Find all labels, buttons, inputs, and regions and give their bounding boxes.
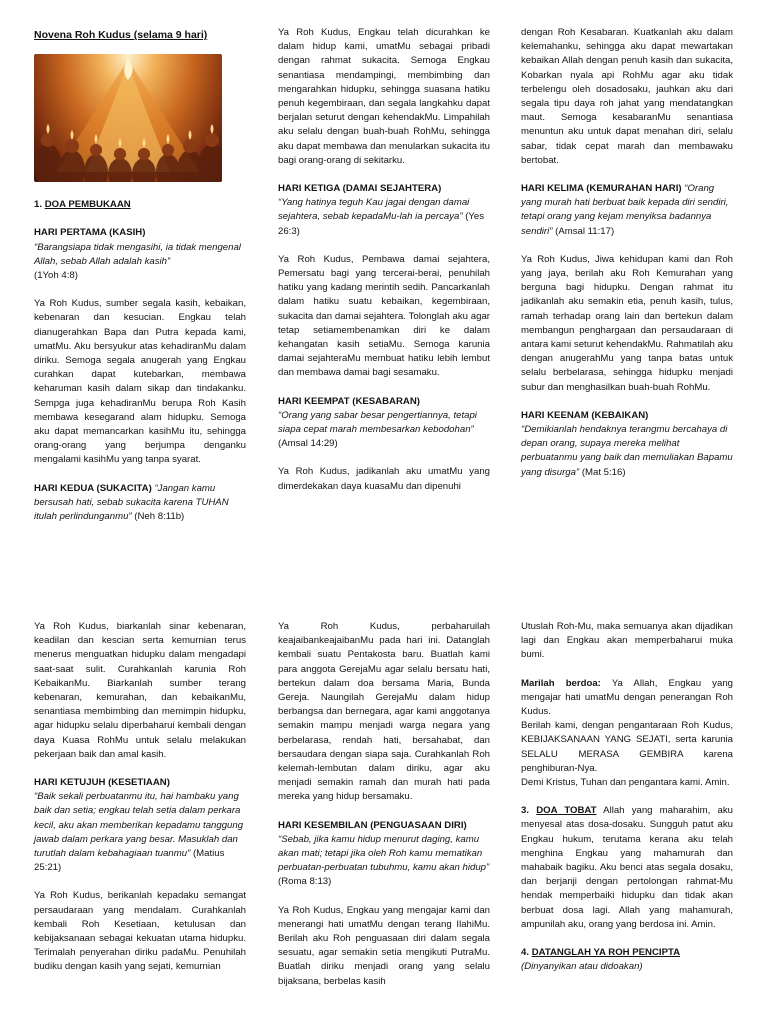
hari-keempat-prayer: Ya Roh Kudus, jadikanlah aku umatMu yang dimerdekakan daya kuasaMu dan dipenuhi	[278, 466, 490, 492]
doa-tobat: 3. DOA TOBAT Allah yang maharahim, aku menyesal atas dosa-dosaku. Sungguh patut aku Engkau hukum, terutama kerana aku telah menghina Engkau yang mahamurah dan mahabaik bagiku. Aku benci atas segala dosaku, dan berjanji dengan pertolongan rahmat-Mu hendak memperbaiki hidupku dan tidak akan berbuat dosa lagi. Allah yang mahamurah, ampunilah aku, orang yang berdosa ini. Amin.	[521, 805, 733, 930]
hari-keempat-heading: HARI KEEMPAT (KESABARAN)	[278, 395, 420, 407]
hari-keempat-prayer-cont: dengan Roh Kesabaran. Kuatkanlah aku dalam kelemahanku, sehingga aku dapat mewartakan kebaikan Allah dengan penuh kasih dan sukacita, Kobarkan nyala api RohMu agar aku tidak terbelengu oleh dosadosaku, jauhkan aku dari segala tipu daya roh jahat yang mendatangkan maut. Semoga kesabaranMu senantiasa menuntun aku untuk dapat menahan diri, selalu sabar, tidak cepat marah dan membawaku bertobat.	[521, 27, 733, 166]
datanglah-note: (Dinyanyikan atau didoakan)	[521, 961, 643, 973]
hari-ketiga-heading: HARI KETIGA (DAMAI SEJAHTERA)	[278, 183, 442, 195]
hari-keempat-quote: “Orang yang sabar besar pengertiannya, tetapi siapa cepat marah membesarkan kebodohan” (Amsal 14:29)	[278, 409, 477, 450]
doa-pembukaan-heading: 1. DOA PEMBUKAAN	[34, 199, 131, 211]
column-3	[521, 26, 733, 494]
hari-keenam-quote: “Demikianlah hendaknya terangmu bercahaya di depan orang, supaya mereka melihat perbuatanmu yang baik dan memuliakan Bapamu yang disurga” (Mat 5:16)	[521, 424, 733, 478]
hari-kesembilan-prayer: Ya Roh Kudus, Engkau yang mengajar kami dan menerangi hati umatMu dengan terang IlahiMu. Berilah aku Roh penguasaan diri dalam segala sesuatu, agar semakin setia mengikuti PutraMu. Buatlah diriku menjadi orang yang selalu bijaksana, berbelas kasih	[278, 904, 490, 987]
hari-pertama-prayer: Ya Roh Kudus, sumber segala kasih, kebaikan, kebenaran dan kesucian. Engkau telah dianugerahkan Bapa dan Putra kepada kami, umatMu. Aku bersyukur atas kehadiranMu dalam diriku. Semoga segala anugerah yang Engkau curahkan dapat kutebarkan, membawa keharuman kasih dalam sikap dan tindakanku. Sempga juga kehadiranMu berupa Roh Kasih membawa kesegarand alam hidupku. Semoga aku dapat memancarkan kasihMu itu, sehingga orang-orang yang berjumpa denganku mengalami kasihMu yang tanpa syarat.	[34, 298, 246, 466]
hari-keenam-heading: HARI KEENAM (KEBAIKAN)	[521, 409, 649, 421]
pentecost-illustration	[34, 54, 222, 182]
datanglah-heading: 4. DATANGLAH YA ROH PENCIPTA	[521, 947, 681, 959]
hari-kedua-quote: HARI KEDUA (SUKACITA) “Jangan kamu bersusah hati, sebab sukacita karena TUHAN itulah perlindunganmu” (Neh 8:11b)	[34, 482, 229, 523]
hari-pertama-quote: “Barangsiapa tidak mengasihi, ia tidak mengenal Allah, sebab Allah adalah kasih” (1Yoh 4:8)	[34, 241, 241, 282]
marilah-berdoa: Marilah berdoa: Ya Allah, Engkau yang mengajar hati umatMu dengan penerangan Roh Kudus. Berilah kami, dengan pengantaraan Roh Kudus, KEBIJAKSANAAN YANG SEJATI, serta karunia SELALU MERASA GEMBIRA karena penghiburan-Nya. Demi Kristus, Tuhan dan pengantara kami. Amin.	[521, 677, 733, 789]
hari-pertama-heading: HARI PERTAMA (KASIH)	[34, 227, 146, 239]
hari-keenam-prayer: Ya Roh Kudus, biarkanlah sinar kebenaran, keadilan dan kescian serta kemurnian terus menerus menguatkan hidupku dalam mengadapi saat-saat sulit. Curahkanlah karunia Roh KebaikanMu. Biarkanlah sumber terang kebenaran, kemurahan, dan kebaikanMu, senantiasa membimbing dan memimpin hidupku, agar hidupku selalu diperbaharui kembali dengan daya Kuasa RohMu untuk selalu melakukan pekerjaan baik dan amal kasih.	[34, 621, 246, 760]
hari-ketujuh-quote: “Baik sekali perbuatanmu itu, hai hambaku yang baik dan setia; engkau telah setia dalam perkara kecil, aku akan memberikan kepadamu tanggung jawab dalam perkara yang besar. Masuklah dan turutlah dalam kebahagiaan tuanmu” (Matius 25:21)	[34, 791, 244, 874]
hari-kelima-prayer: Ya Roh Kudus, Jiwa kehidupan kami dan Roh yang jaya, berilah aku Roh Kemurahan yang berguna bagi hidupku. Dengan rahmat itu jadikanlah aku semakin etia, penuh kasih, tulus, ramah terhadap orang lain dan bertekun dalam membangun penghargaan dan persaudaraan di antara kami seturut kehendakMu. Rahmatilah aku dengan anugerahMu yang tanpa batas untuk selalu berbelarasa, sehingga hidupku menjadi subur dan menghasilkan buah-buah RohMu.	[521, 253, 733, 393]
hari-kesembilan-quote: “Sebab, jika kamu hidup menurut daging, kamu akan mati; tetapi jika oleh Roh kamu mematikan perbuatan-perbuatan tubuhmu, kamu akan hidup” (Roma 8:13)	[278, 833, 490, 888]
hari-kedelapan-prayer: Ya Roh Kudus, perbaharuilah keajaibankeajaibanMu pada hari ini. Datanglah kembali suatu Pentakosta baru. Buatlah kami para anggota GerejaMu agar selalu bersatu hati, bertekun dalam doa bersama Maria, Bunda Gereja. Naungilah GerejaMu dalam hidup berbangsa dan bernegara, agar kami anggotanya semakin mampu menjadi warga negara yang berbelarasa, rendah hati, bersahabat, dan bersaudara dengan siapa saja. Curahkanlah Roh kelemah-lembutan dalam diriku, agar aku menjadi semakin ramah dan murah hati pada mereka yang hidup bersamaku.	[278, 621, 490, 803]
column-6	[521, 620, 733, 988]
hari-ketujuh-prayer: Ya Roh Kudus, berikanlah kepadaku semangat persaudaraan yang mendalam. Curahkanlah kembali Roh Kesetiaan, ketulusan dan kebijaksanaan sebagai kekuatan utama hidupku. Terimalah penyerahan diriku padaMu. Penuhilah budiku dengan kasih yang sejati, kemurnian	[34, 890, 246, 973]
column-5	[278, 620, 490, 1003]
column-1	[34, 28, 246, 538]
column-2	[278, 26, 490, 508]
hari-ketiga-prayer: Ya Roh Kudus, Pembawa damai sejahtera, Pemersatu bagi yang tercerai-berai, penuhilah hatiku yang kadang merintih sedih. Pancarkanlah dalam hatiku suatu kebaikan, kegembiraan, sukacita dan damai sejahtera. Tolonglah aku agar tetap setiamembenamkan diri ke dalam kehangatan kasih setiaMu. Semoga karunia damai sejahteraMu membuat hatiku lebih lembut dan membawa damai bagi sesamaku.	[278, 253, 490, 379]
column-4	[34, 620, 246, 989]
hari-kesembilan-heading: HARI KESEMBILAN (PENGUASAAN DIRI)	[278, 819, 467, 831]
hari-ketujuh-heading: HARI KETUJUH (KESETIAAN)	[34, 777, 170, 789]
hari-ketiga-quote: “Yang hatinya teguh Kau jagai dengan damai sejahtera, sebab kepadaMu-lah ia percaya” (Yes 26:3)	[278, 197, 485, 237]
hari-kelima-quote: HARI KELIMA (KEMURAHAN HARI) “Orang yang murah hati berbuat baik kepada diri sendiri, tetapi orang yang kejam menyiksa badannya sendiri” (Amsal 11:17)	[521, 183, 729, 237]
hari-kedua-prayer: Ya Roh Kudus, Engkau telah dicurahkan ke dalam hidup kami, umatMu sebagai pribadi dengan rahmat sukacita. Semoga Engkau senantiasa mendampingi, membimbing dan mengarahkan hidupku, sehingga suasana hatiku penuh kegembiraan, dan segala langkahku dapat berjalan seturut dengan kehendakMu. Limpahilah aku selalu dengan buah-buah RohMu, sehingga aku dapat membawa dan menularkan sukacita itu bagi orang-orang di sekitarku.	[278, 27, 490, 166]
utuslah-roh-text: Utuslah Roh-Mu, maka semuanya akan dijadikan lagi dan Engkau akan memperbaharui muka bumi.	[521, 621, 733, 661]
pentecost-flames-icon	[34, 54, 222, 182]
page-title: Novena Roh Kudus (selama 9 hari)	[34, 29, 208, 41]
